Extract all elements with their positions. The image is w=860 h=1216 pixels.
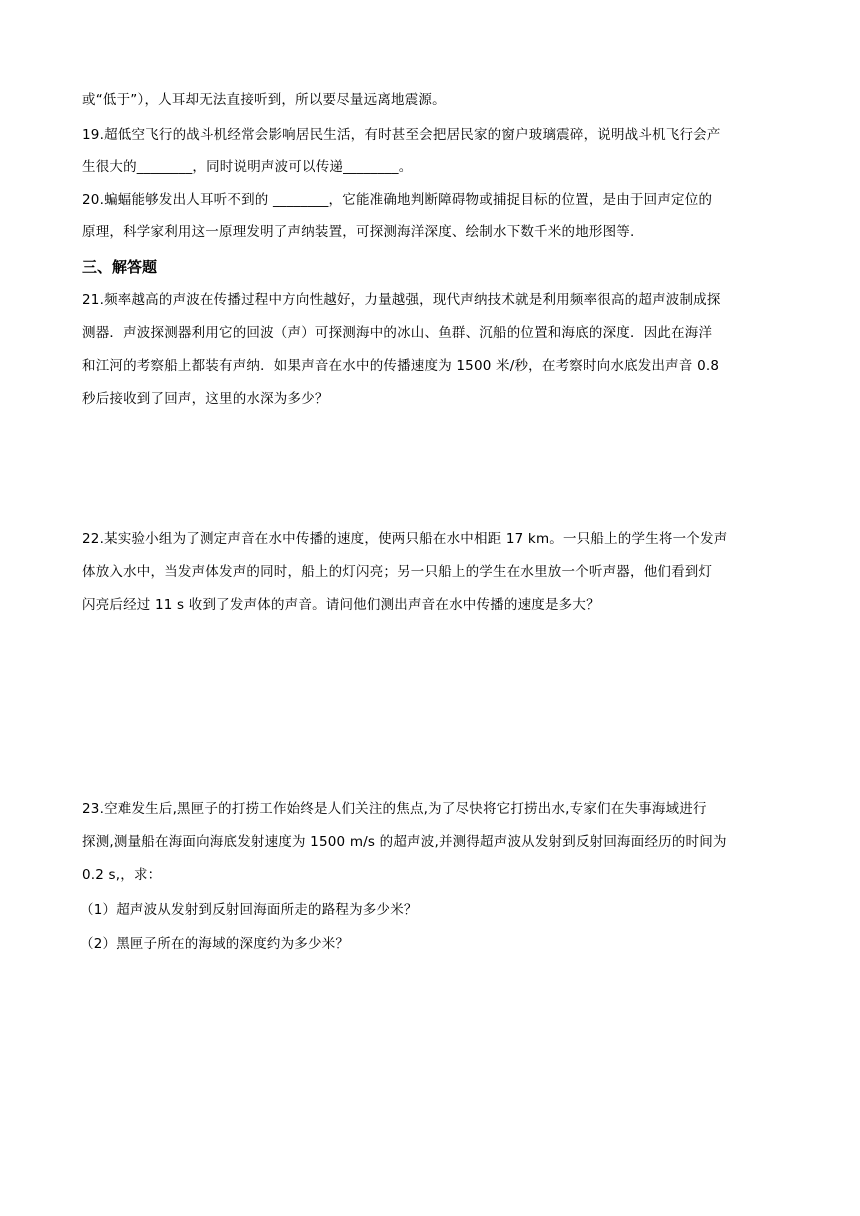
q22-line-1: 22.某实验小组为了测定声音在水中传播的速度，使两只船在水中相距 17 km。一只船上的学生将一个发声 bbox=[82, 531, 728, 547]
q21-line-2: 测器．声波探测器利用它的回波（声）可探测海中的冰山、鱼群、沉船的位置和海底的深度．因此在海洋 bbox=[82, 325, 713, 341]
q23-sub-2: （2）黑匣子所在的海域的深度约为多少米？ bbox=[80, 936, 350, 952]
q23-sub-1: （1）超声波从发射到反射回海面所走的路程为多少米？ bbox=[80, 902, 418, 918]
q23-line-3: 0.2 s,，求： bbox=[82, 867, 162, 883]
q21-line-4: 秒后接收到了回声，这里的水深为多少？ bbox=[82, 391, 329, 407]
q22-line-3: 闪亮后经过 11 s 收到了发声体的声音。请问他们测出声音在水中传播的速度是多大？ bbox=[82, 597, 600, 613]
q19-line-2: 生很大的________，同时说明声波可以传递________。 bbox=[82, 159, 413, 175]
q21-line-3: 和江河的考察船上都装有声纳．如果声音在水中的传播速度为 1500 米/秒，在考察时向水底发出声音 0.8 bbox=[82, 358, 720, 374]
q20-line-1: 20.蝙蝠能够发出人耳听不到的 ________，它能准确地判断障碍物或捕捉目标的位置，是由于回声定位的 bbox=[82, 192, 713, 208]
section-3-title: 三、解答题 bbox=[82, 258, 158, 276]
q23-line-1: 23.空难发生后,黑匣子的打捞工作始终是人们关注的焦点,为了尽快将它打捞出水,专家们在失事海域进行 bbox=[82, 801, 707, 817]
q20-line-2: 原理，科学家利用这一原理发明了声纳装置，可探测海洋深度、绘制水下数千米的地形图等. bbox=[82, 224, 635, 240]
q23-line-2: 探测,测量船在海面向海底发射速度为 1500 m/s 的超声波,并测得超声波从发射到反射回海面经历的时间为 bbox=[82, 834, 727, 850]
q19-line-1: 19.超低空飞行的战斗机经常会影响居民生活，有时甚至会把居民家的窗户玻璃震碎，说明战斗机飞行会产 bbox=[82, 127, 721, 143]
q18-tail-text: 或“低于”），人耳却无法直接听到，所以要尽量远离地震源。 bbox=[82, 92, 446, 108]
q21-line-1: 21.频率越高的声波在传播过程中方向性越好，力量越强，现代声纳技术就是利用频率很高的超声波制成探 bbox=[82, 292, 721, 308]
q22-line-2: 体放入水中，当发声体发声的同时，船上的灯闪亮；另一只船上的学生在水里放一个听声器，他们看到灯 bbox=[82, 564, 713, 580]
